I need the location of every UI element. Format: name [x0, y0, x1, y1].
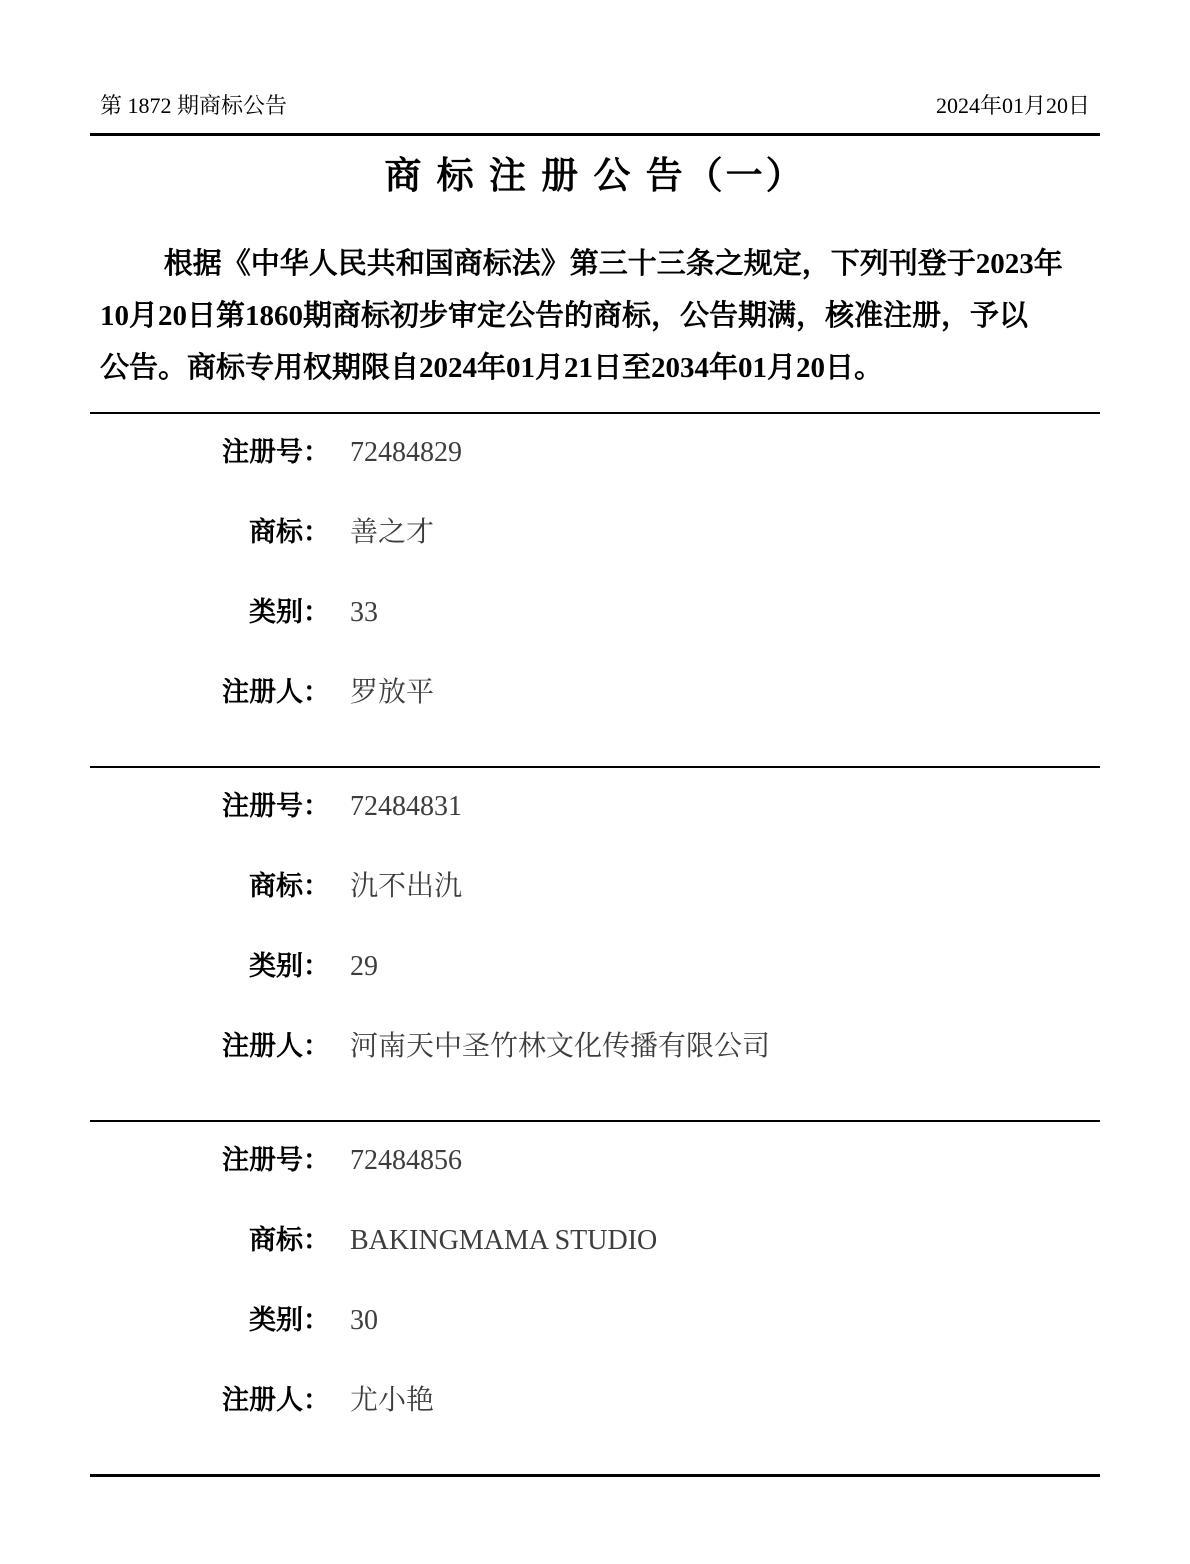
- registrant-label: 注册人：: [222, 1031, 330, 1061]
- reg-no-row: [90, 784, 1100, 822]
- reg-no-value: 72484831: [350, 791, 462, 822]
- registrant-value: 罗放平: [350, 677, 435, 708]
- category-value: 30: [350, 1305, 378, 1336]
- intro-paragraph: [100, 238, 1090, 394]
- entry-list: [90, 412, 1100, 1477]
- category-label: 类别：: [249, 597, 330, 627]
- reg-no-label: 注册号：: [222, 791, 330, 821]
- header-issue-label: 第 1872 期商标公告: [100, 93, 288, 118]
- reg-no-label: 注册号：: [222, 437, 330, 467]
- trademark-label: 商标：: [249, 1225, 330, 1255]
- category-row: [90, 590, 1100, 628]
- registrant-row: [90, 1378, 1100, 1416]
- category-row: [90, 944, 1100, 982]
- trademark-entry-3: [90, 1120, 1100, 1474]
- reg-no-value: 72484829: [350, 437, 462, 468]
- trademark-row: [90, 1218, 1100, 1256]
- intro-line-1: 根据《中华人民共和国商标法》第三十三条之规定，下列刊登于2023年: [163, 248, 1063, 280]
- trademark-entry-1: [90, 412, 1100, 766]
- reg-no-row: [90, 1138, 1100, 1176]
- trademark-row: [90, 510, 1100, 548]
- reg-no-value: 72484856: [350, 1145, 462, 1176]
- reg-no-row: [90, 430, 1100, 468]
- reg-no-label: 注册号：: [222, 1145, 330, 1175]
- trademark-entry-2: [90, 766, 1100, 1120]
- registrant-value: 尤小艳: [350, 1385, 435, 1416]
- header-divider: [90, 133, 1100, 136]
- intro-line-2: 10月20日第1860期商标初步审定公告的商标，公告期满，核准注册，予以: [100, 300, 1029, 332]
- category-label: 类别：: [249, 951, 330, 981]
- category-value: 29: [350, 951, 378, 982]
- category-label: 类别：: [249, 1305, 330, 1335]
- category-value: 33: [350, 597, 378, 628]
- page-title: 商 标 注 册 公 告（一）: [384, 156, 806, 197]
- registrant-label: 注册人：: [222, 1385, 330, 1415]
- header-date-label: 2024年01月20日: [935, 93, 1090, 118]
- trademark-value: 氿不出氿: [350, 871, 463, 902]
- trademark-row: [90, 864, 1100, 902]
- bottom-divider: [90, 1474, 1100, 1477]
- category-row: [90, 1298, 1100, 1336]
- trademark-value: BAKINGMAMA STUDIO: [350, 1225, 658, 1256]
- registrant-value: 河南天中圣竹林文化传播有限公司: [350, 1031, 771, 1062]
- trademark-value: 善之才: [350, 517, 435, 548]
- page-header: [90, 90, 1100, 122]
- intro-line-3: 公告。商标专用权期限自2024年01月21日至2034年01月20日。: [100, 352, 884, 384]
- trademark-label: 商标：: [249, 517, 330, 547]
- registrant-row: [90, 1024, 1100, 1062]
- registrant-label: 注册人：: [222, 677, 330, 707]
- registrant-row: [90, 670, 1100, 708]
- trademark-label: 商标：: [249, 871, 330, 901]
